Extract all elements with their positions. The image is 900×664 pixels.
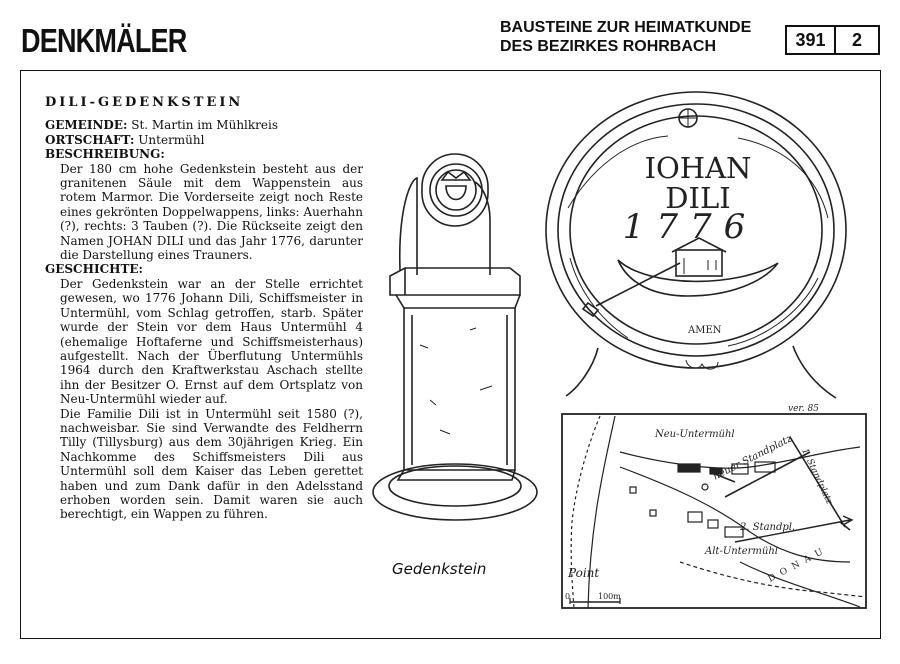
series-title xyxy=(500,18,751,56)
map-label-neuer-standplatz: neuer Standplatz xyxy=(711,433,795,483)
gemeinde-line xyxy=(45,118,363,132)
ortschaft-line xyxy=(45,133,363,147)
gemeinde-label: GEMEINDE: xyxy=(45,118,128,133)
brand-title: DENKMÄLER xyxy=(21,22,187,59)
geschichte-text-1: Der Gedenkstein war an der Stelle errichtet gewesen, wo 1776 Johann Dili, Schiffsmeister in Untermühl, vom Schlag getroffen, starb. Später wurde der Stein vor dem Haus Untermühl 4 (ehemalige Hoftaferne und Schiffsmeisterhaus) aufgestellt. Nach der Überflutung Untermühls 1964 durch den Kraftwerkstau Aschach stellte ihn der Besitzer O. Ernst auf dem Ortsplatz von Neu-Untermühl wieder auf. xyxy=(60,276,363,407)
back-name-line-2: DILI xyxy=(665,181,731,215)
location-map xyxy=(560,412,870,612)
monument-number: 391 xyxy=(787,27,836,53)
drawing-caption: Gedenkstein xyxy=(392,560,487,578)
sheet-number: 2 xyxy=(851,29,862,50)
geschichte-text-2: Die Familie Dili ist in Untermühl seit 1580 (?), nachweisbar. Sie sind Verwandte des Feldherrn Tilly (Tillysburg) aus dem 30jährigen Krieg. Ein Nachkomme des Schiffsmeisters Dili aus Untermühl soll dem Kaiser das Leben gerettet haben und zum Dank dafür in den Adelsstand erhoben worden sein. Damit waren sie auch berechtigt, ein Wappen zu führen. xyxy=(60,406,363,522)
drawing-signature: ver. 85 xyxy=(788,404,819,414)
map-label-first-standplatz: 1. Standplatz xyxy=(799,447,834,507)
ortschaft-label: ORTSCHAFT: xyxy=(45,132,135,147)
wappenstein-rueckseite-drawing xyxy=(538,78,858,418)
map-scale-zero: 0 xyxy=(565,592,571,601)
map-label-neu-untermuehl: Neu-Untermühl xyxy=(655,429,735,440)
series-line-2: DES BEZIRKES ROHRBACH xyxy=(500,38,717,55)
beschreibung-label: BESCHREIBUNG: xyxy=(45,147,165,162)
map-label-second-standplatz: 2. Standpl. xyxy=(740,522,796,533)
back-year: 1776 xyxy=(622,207,758,247)
article-title: DILI-GEDENKSTEIN xyxy=(45,95,244,110)
map-label-donau: DONAU xyxy=(766,544,831,585)
ortschaft-value: Untermühl xyxy=(138,132,205,147)
beschreibung-text: Der 180 cm hohe Gedenkstein besteht aus der granitenen Säule mit dem Wappenstein aus rotem Marmor. Die Vorderseite zeigt noch Reste eines gekrönten Doppelwappens, links: Auerhahn (?), rechts: 3 Tauben (?). Die Rückseite zeigt den Namen JOHAN DILI und das Jahr 1776, darunter die Darstellung eines Trauners. xyxy=(60,161,363,263)
series-line-1: BAUSTEINE ZUR HEIMATKUNDE xyxy=(500,19,752,36)
gemeinde-value: St. Martin im Mühlkreis xyxy=(131,118,278,133)
map-label-alt-untermuehl: Alt-Untermühl xyxy=(705,546,778,557)
back-amen: AMEN xyxy=(688,325,722,336)
number-box xyxy=(785,25,880,55)
gedenkstein-drawing xyxy=(360,150,560,530)
map-label-point: Point xyxy=(568,566,600,580)
article-text xyxy=(45,96,363,522)
geschichte-label: GESCHICHTE: xyxy=(45,262,143,277)
map-scale-label: 100m xyxy=(598,592,621,601)
back-name-line-1: IOHAN xyxy=(644,151,752,185)
